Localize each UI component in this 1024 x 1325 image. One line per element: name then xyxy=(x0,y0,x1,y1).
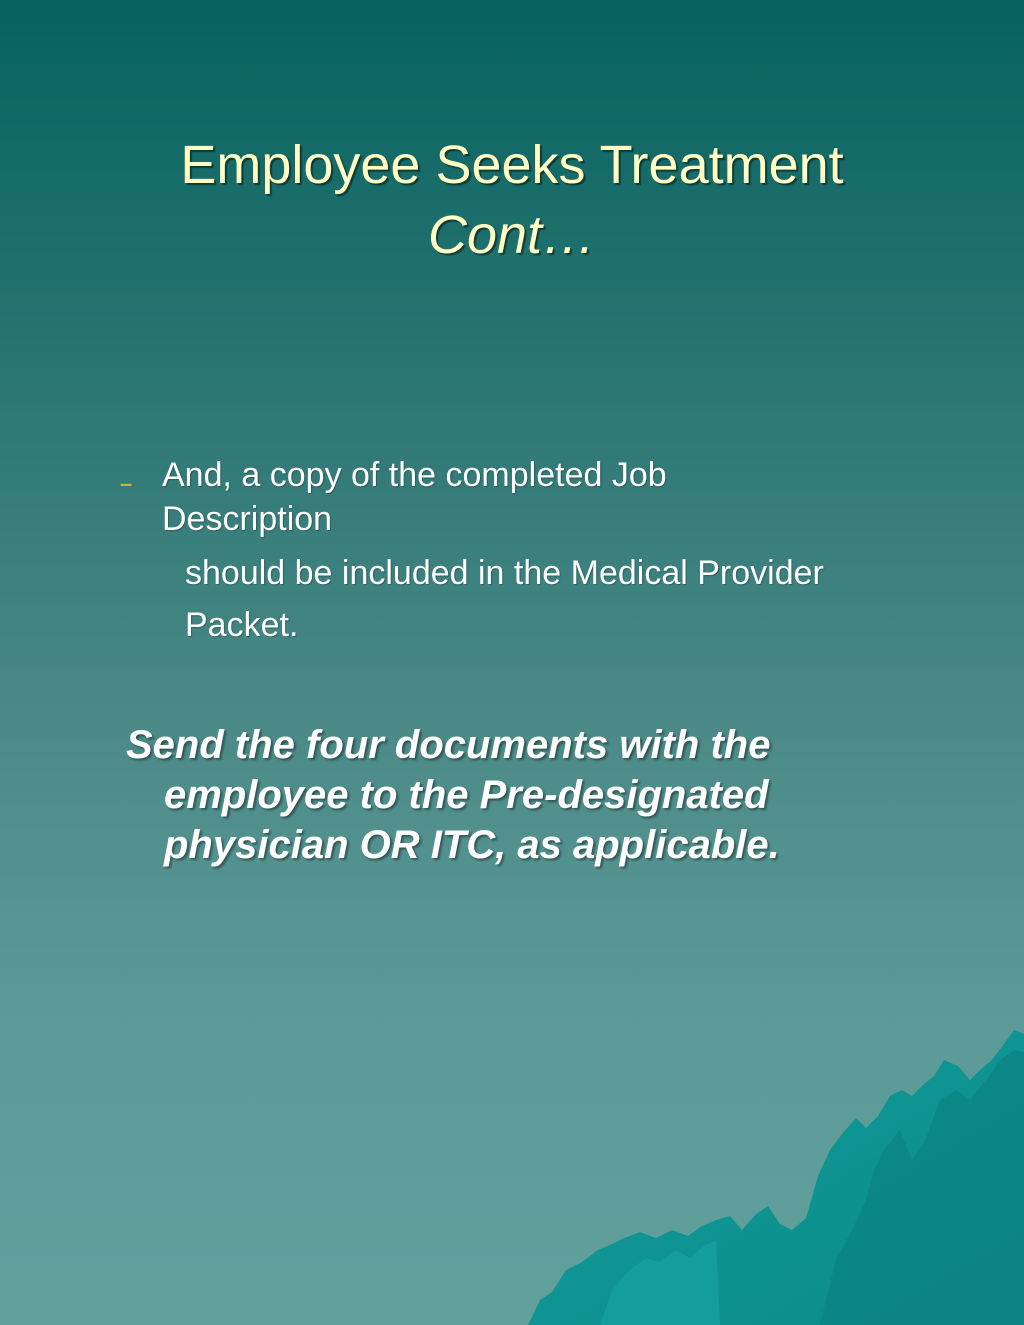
emphasis-line-3: physician OR ITC, as applicable. xyxy=(164,823,780,867)
bullet-marker: – xyxy=(120,471,133,496)
emphasis-paragraph xyxy=(126,720,926,870)
slide-title: Employee Seeks Treatment xyxy=(180,135,844,195)
continuation-line-1: should be included in the Medical Provider xyxy=(185,554,824,592)
emphasis-line-2: employee to the Pre-designated xyxy=(164,773,769,817)
continuation-line-2: Packet. xyxy=(185,606,299,644)
emphasis-line-1: Send the four documents with the xyxy=(126,723,771,767)
slide-subtitle: Cont… xyxy=(427,205,597,265)
bullet-text: And, a copy of the completed Job Description xyxy=(162,456,667,538)
